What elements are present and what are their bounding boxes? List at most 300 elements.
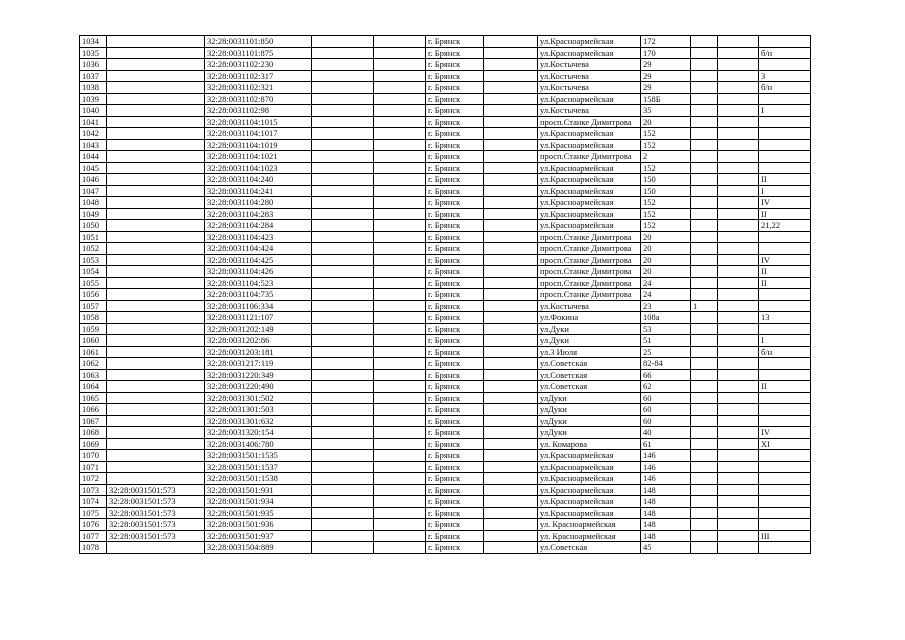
street-cell: ул.Красноармейская (538, 185, 641, 197)
street-cell: улДуки (538, 392, 641, 404)
building-cell (691, 266, 718, 278)
city-cell: г. Брянск (426, 185, 484, 197)
cadastral-number-cell: 32:28:0031104:240 (205, 174, 312, 186)
street-cell: просп.Станке Димитрова (538, 243, 641, 255)
parent-cadastral-number-cell (107, 116, 205, 128)
row-number-cell: 1051 (80, 231, 107, 243)
premises-cell: I (759, 335, 811, 347)
premises-cell: I (759, 105, 811, 117)
house-number-cell: 45 (641, 542, 691, 554)
parent-cadastral-number-cell: 32:28:0031501:573 (107, 496, 205, 508)
parent-cadastral-number-cell (107, 404, 205, 416)
blank-cell (484, 47, 538, 59)
house-number-cell: 146 (641, 473, 691, 485)
parent-cadastral-number-cell (107, 47, 205, 59)
street-cell: ул. Красноармейская (538, 519, 641, 531)
city-cell: г. Брянск (426, 507, 484, 519)
premises-cell (759, 473, 811, 485)
blank-cell (484, 174, 538, 186)
blank-cell (718, 266, 759, 278)
parent-cadastral-number-cell (107, 208, 205, 220)
parent-cadastral-number-cell: 32:28:0031501:573 (107, 519, 205, 531)
parent-cadastral-number-cell (107, 542, 205, 554)
blank-cell (484, 484, 538, 496)
blank-cell (718, 346, 759, 358)
city-cell: г. Брянск (426, 162, 484, 174)
building-cell (691, 139, 718, 151)
blank-cell (718, 139, 759, 151)
blank-cell (312, 36, 374, 48)
table-row (80, 128, 811, 140)
cadastral-number-cell: 32:28:0031102:98 (205, 105, 312, 117)
blank-cell (312, 450, 374, 462)
blank-cell (718, 335, 759, 347)
blank-cell (312, 93, 374, 105)
cadastral-number-cell: 32:28:0031106:334 (205, 300, 312, 312)
blank-cell (312, 323, 374, 335)
premises-cell: II (759, 174, 811, 186)
blank-cell (312, 438, 374, 450)
street-cell: ул.Красноармейская (538, 484, 641, 496)
table-row (80, 243, 811, 255)
blank-cell (312, 427, 374, 439)
city-cell: г. Брянск (426, 369, 484, 381)
house-number-cell: 53 (641, 323, 691, 335)
blank-cell (484, 392, 538, 404)
row-number-cell: 1075 (80, 507, 107, 519)
cadastral-number-cell: 32:28:0031101:875 (205, 47, 312, 59)
house-number-cell: 20 (641, 243, 691, 255)
table-row (80, 208, 811, 220)
blank-cell (484, 128, 538, 140)
blank-cell (374, 289, 426, 301)
blank-cell (312, 473, 374, 485)
house-number-cell: 146 (641, 461, 691, 473)
row-number-cell: 1078 (80, 542, 107, 554)
cadastral-number-cell: 32:28:0031501:934 (205, 496, 312, 508)
cadastral-number-cell: 32:28:0031104:523 (205, 277, 312, 289)
row-number-cell: 1071 (80, 461, 107, 473)
blank-cell (374, 450, 426, 462)
row-number-cell: 1068 (80, 427, 107, 439)
premises-cell (759, 323, 811, 335)
premises-cell: IV (759, 427, 811, 439)
city-cell: г. Брянск (426, 70, 484, 82)
street-cell: ул.Красноармейская (538, 139, 641, 151)
blank-cell (374, 392, 426, 404)
blank-cell (312, 70, 374, 82)
blank-cell (374, 335, 426, 347)
table-row (80, 151, 811, 163)
building-cell (691, 542, 718, 554)
blank-cell (312, 404, 374, 416)
building-cell (691, 105, 718, 117)
city-cell: г. Брянск (426, 277, 484, 289)
building-cell (691, 392, 718, 404)
parent-cadastral-number-cell (107, 438, 205, 450)
premises-cell (759, 93, 811, 105)
street-cell: ул.Красноармейская (538, 450, 641, 462)
house-number-cell: 35 (641, 105, 691, 117)
parent-cadastral-number-cell (107, 128, 205, 140)
building-cell (691, 427, 718, 439)
blank-cell (312, 519, 374, 531)
cadastral-number-cell: 32:28:0031203:181 (205, 346, 312, 358)
house-number-cell: 170 (641, 47, 691, 59)
house-number-cell: 152 (641, 197, 691, 209)
blank-cell (718, 427, 759, 439)
row-number-cell: 1054 (80, 266, 107, 278)
blank-cell (484, 93, 538, 105)
city-cell: г. Брянск (426, 473, 484, 485)
blank-cell (374, 438, 426, 450)
blank-cell (312, 381, 374, 393)
blank-cell (312, 346, 374, 358)
parent-cadastral-number-cell (107, 59, 205, 71)
city-cell: г. Брянск (426, 254, 484, 266)
blank-cell (718, 450, 759, 462)
house-number-cell: 158Б (641, 93, 691, 105)
table-row (80, 358, 811, 370)
table-row (80, 461, 811, 473)
parent-cadastral-number-cell (107, 392, 205, 404)
blank-cell (374, 277, 426, 289)
blank-cell (484, 231, 538, 243)
row-number-cell: 1076 (80, 519, 107, 531)
parent-cadastral-number-cell (107, 254, 205, 266)
city-cell: г. Брянск (426, 450, 484, 462)
premises-cell (759, 484, 811, 496)
blank-cell (374, 105, 426, 117)
row-number-cell: 1045 (80, 162, 107, 174)
house-number-cell: 25 (641, 346, 691, 358)
building-cell (691, 519, 718, 531)
city-cell: г. Брянск (426, 220, 484, 232)
building-cell (691, 70, 718, 82)
blank-cell (312, 151, 374, 163)
city-cell: г. Брянск (426, 415, 484, 427)
blank-cell (484, 197, 538, 209)
blank-cell (312, 116, 374, 128)
city-cell: г. Брянск (426, 530, 484, 542)
blank-cell (718, 507, 759, 519)
building-cell (691, 496, 718, 508)
blank-cell (484, 185, 538, 197)
blank-cell (312, 530, 374, 542)
cadastral-number-cell: 32:28:0031220:349 (205, 369, 312, 381)
blank-cell (484, 461, 538, 473)
row-number-cell: 1055 (80, 277, 107, 289)
row-number-cell: 1037 (80, 70, 107, 82)
blank-cell (312, 59, 374, 71)
premises-cell (759, 59, 811, 71)
table-row (80, 530, 811, 542)
blank-cell (374, 415, 426, 427)
parent-cadastral-number-cell (107, 105, 205, 117)
blank-cell (312, 358, 374, 370)
table-row (80, 323, 811, 335)
street-cell: ул.Красноармейская (538, 174, 641, 186)
city-cell: г. Брянск (426, 438, 484, 450)
building-cell (691, 220, 718, 232)
street-cell: ул.Советская (538, 542, 641, 554)
row-number-cell: 1067 (80, 415, 107, 427)
street-cell: ул.Советская (538, 381, 641, 393)
blank-cell (718, 392, 759, 404)
premises-cell (759, 450, 811, 462)
blank-cell (718, 197, 759, 209)
house-number-cell: 20 (641, 266, 691, 278)
street-cell: ул.Красноармейская (538, 162, 641, 174)
blank-cell (718, 47, 759, 59)
cadastral-number-cell: 32:28:0031104:423 (205, 231, 312, 243)
table-row (80, 542, 811, 554)
street-cell: улДуки (538, 404, 641, 416)
blank-cell (374, 93, 426, 105)
cadastral-number-cell: 32:28:0031202:86 (205, 335, 312, 347)
parent-cadastral-number-cell (107, 312, 205, 324)
parent-cadastral-number-cell (107, 335, 205, 347)
blank-cell (484, 151, 538, 163)
blank-cell (484, 220, 538, 232)
building-cell (691, 473, 718, 485)
cadastral-number-cell: 32:28:0031501:1535 (205, 450, 312, 462)
row-number-cell: 1040 (80, 105, 107, 117)
blank-cell (312, 266, 374, 278)
city-cell: г. Брянск (426, 116, 484, 128)
table-row (80, 82, 811, 94)
blank-cell (484, 277, 538, 289)
blank-cell (374, 358, 426, 370)
row-number-cell: 1073 (80, 484, 107, 496)
premises-cell (759, 243, 811, 255)
street-cell: ул.Дуки (538, 335, 641, 347)
blank-cell (374, 346, 426, 358)
blank-cell (718, 243, 759, 255)
city-cell: г. Брянск (426, 105, 484, 117)
row-number-cell: 1052 (80, 243, 107, 255)
street-cell: ул.Костычева (538, 70, 641, 82)
city-cell: г. Брянск (426, 197, 484, 209)
street-cell: просп.Станке Димитрова (538, 116, 641, 128)
cadastral-number-cell: 32:28:0031220:490 (205, 381, 312, 393)
parent-cadastral-number-cell (107, 473, 205, 485)
building-cell (691, 461, 718, 473)
city-cell: г. Брянск (426, 484, 484, 496)
street-cell: ул.Костычева (538, 105, 641, 117)
blank-cell (484, 162, 538, 174)
parent-cadastral-number-cell (107, 151, 205, 163)
house-number-cell: 60 (641, 404, 691, 416)
table-row (80, 36, 811, 48)
building-cell (691, 323, 718, 335)
blank-cell (374, 82, 426, 94)
premises-cell (759, 231, 811, 243)
cadastral-number-cell: 32:28:0031104:280 (205, 197, 312, 209)
blank-cell (718, 519, 759, 531)
blank-cell (484, 312, 538, 324)
premises-cell (759, 139, 811, 151)
blank-cell (718, 93, 759, 105)
blank-cell (484, 116, 538, 128)
table-row (80, 139, 811, 151)
row-number-cell: 1074 (80, 496, 107, 508)
blank-cell (718, 473, 759, 485)
premises-cell (759, 151, 811, 163)
street-cell: ул.Советская (538, 369, 641, 381)
blank-cell (718, 415, 759, 427)
row-number-cell: 1042 (80, 128, 107, 140)
street-cell: ул.Костычева (538, 59, 641, 71)
blank-cell (718, 174, 759, 186)
house-number-cell: 2 (641, 151, 691, 163)
building-cell (691, 197, 718, 209)
cadastral-number-cell: 32:28:0031217:119 (205, 358, 312, 370)
cadastral-number-cell: 32:28:0031406:780 (205, 438, 312, 450)
blank-cell (312, 392, 374, 404)
blank-cell (718, 312, 759, 324)
building-cell (691, 438, 718, 450)
cadastral-number-cell: 32:28:0031104:426 (205, 266, 312, 278)
blank-cell (312, 139, 374, 151)
parent-cadastral-number-cell (107, 450, 205, 462)
blank-cell (312, 312, 374, 324)
street-cell: ул.Красноармейская (538, 208, 641, 220)
house-number-cell: 146 (641, 450, 691, 462)
table-row (80, 438, 811, 450)
street-cell: ул.Красноармейская (538, 496, 641, 508)
blank-cell (374, 496, 426, 508)
parent-cadastral-number-cell (107, 174, 205, 186)
parent-cadastral-number-cell (107, 358, 205, 370)
blank-cell (718, 70, 759, 82)
row-number-cell: 1050 (80, 220, 107, 232)
house-number-cell: 20 (641, 231, 691, 243)
house-number-cell: 20 (641, 116, 691, 128)
table-row (80, 427, 811, 439)
blank-cell (718, 289, 759, 301)
blank-cell (374, 185, 426, 197)
blank-cell (374, 427, 426, 439)
blank-cell (484, 36, 538, 48)
blank-cell (374, 323, 426, 335)
premises-cell: II (759, 208, 811, 220)
blank-cell (312, 128, 374, 140)
parent-cadastral-number-cell (107, 381, 205, 393)
row-number-cell: 1069 (80, 438, 107, 450)
house-number-cell: 108а (641, 312, 691, 324)
row-number-cell: 1043 (80, 139, 107, 151)
premises-cell (759, 461, 811, 473)
cadastral-number-cell: 32:28:0031104:1023 (205, 162, 312, 174)
blank-cell (484, 530, 538, 542)
blank-cell (718, 82, 759, 94)
table-row (80, 220, 811, 232)
cadastral-number-cell: 32:28:0031501:1538 (205, 473, 312, 485)
premises-cell: II (759, 277, 811, 289)
building-cell (691, 358, 718, 370)
street-cell: просп.Станке Димитрова (538, 289, 641, 301)
row-number-cell: 1056 (80, 289, 107, 301)
building-cell (691, 381, 718, 393)
blank-cell (374, 128, 426, 140)
row-number-cell: 1046 (80, 174, 107, 186)
table-row (80, 162, 811, 174)
street-cell: ул.Костычева (538, 82, 641, 94)
parent-cadastral-number-cell (107, 185, 205, 197)
house-number-cell: 152 (641, 128, 691, 140)
cadastral-number-cell: 32:28:0031104:1021 (205, 151, 312, 163)
parent-cadastral-number-cell (107, 70, 205, 82)
table-row (80, 300, 811, 312)
blank-cell (374, 197, 426, 209)
row-number-cell: 1059 (80, 323, 107, 335)
row-number-cell: 1039 (80, 93, 107, 105)
city-cell: г. Брянск (426, 174, 484, 186)
building-cell (691, 530, 718, 542)
street-cell: ул.Красноармейская (538, 220, 641, 232)
parent-cadastral-number-cell (107, 162, 205, 174)
house-number-cell: 60 (641, 415, 691, 427)
parent-cadastral-number-cell: 32:28:0031501:573 (107, 507, 205, 519)
blank-cell (374, 47, 426, 59)
street-cell: ул.Красноармейская (538, 47, 641, 59)
registry-table (79, 35, 811, 554)
table-row (80, 70, 811, 82)
city-cell: г. Брянск (426, 128, 484, 140)
street-cell: ул.Красноармейская (538, 128, 641, 140)
cadastral-number-cell: 32:28:0031501:931 (205, 484, 312, 496)
building-cell (691, 404, 718, 416)
blank-cell (312, 197, 374, 209)
table-row (80, 116, 811, 128)
building-cell (691, 335, 718, 347)
building-cell (691, 277, 718, 289)
blank-cell (374, 174, 426, 186)
blank-cell (718, 231, 759, 243)
table-row (80, 197, 811, 209)
blank-cell (484, 358, 538, 370)
cadastral-number-cell: 32:28:0031102:230 (205, 59, 312, 71)
parent-cadastral-number-cell (107, 139, 205, 151)
city-cell: г. Брянск (426, 312, 484, 324)
parent-cadastral-number-cell: 32:28:0031501:573 (107, 530, 205, 542)
building-cell (691, 82, 718, 94)
cadastral-number-cell: 32:28:0031101:850 (205, 36, 312, 48)
blank-cell (718, 542, 759, 554)
parent-cadastral-number-cell (107, 323, 205, 335)
blank-cell (312, 289, 374, 301)
house-number-cell: 152 (641, 220, 691, 232)
blank-cell (484, 404, 538, 416)
blank-cell (374, 139, 426, 151)
blank-cell (484, 415, 538, 427)
building-cell: 1 (691, 300, 718, 312)
row-number-cell: 1044 (80, 151, 107, 163)
row-number-cell: 1034 (80, 36, 107, 48)
blank-cell (312, 243, 374, 255)
street-cell: ул.Фокина (538, 312, 641, 324)
building-cell (691, 484, 718, 496)
blank-cell (374, 220, 426, 232)
city-cell: г. Брянск (426, 266, 484, 278)
building-cell (691, 185, 718, 197)
cadastral-number-cell: 32:28:0031102:870 (205, 93, 312, 105)
premises-cell: 21,22 (759, 220, 811, 232)
premises-cell (759, 496, 811, 508)
house-number-cell: 51 (641, 335, 691, 347)
building-cell (691, 450, 718, 462)
